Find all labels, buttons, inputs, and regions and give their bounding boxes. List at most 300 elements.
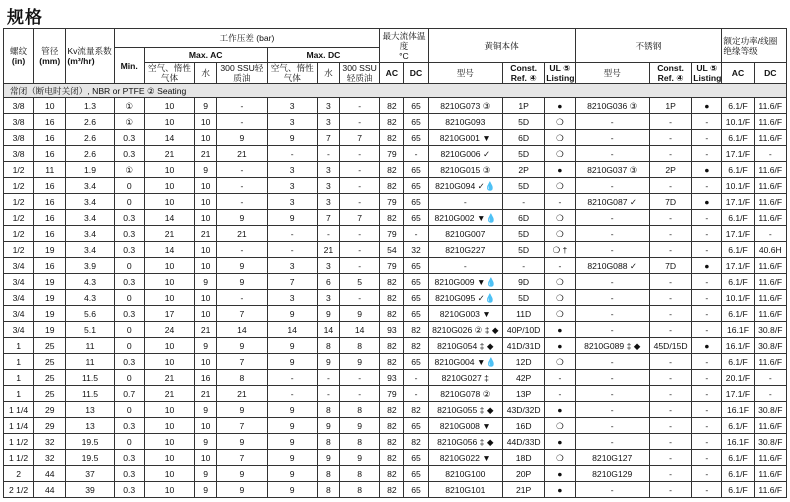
min-cell: 0.3 [114,418,144,434]
power-ac-cell: 10.1/F [722,114,754,130]
oil-ac-header: 300 SSU轻质油 [217,63,267,84]
oil-dc-header: 300 SSU轻质油 [339,63,379,84]
kv-cell: 13 [66,418,114,434]
power-ac-cell: 16.1F [722,322,754,338]
op-pressure-header: 工作压差 (bar) [114,29,380,48]
brass-catalog-cell: - [428,194,502,210]
air-dc-header: 空气、惰性气体 [267,63,317,84]
temp-dc-cell: 82 [404,322,428,338]
table-row [4,98,787,114]
air-ac-cell: 21 [144,146,194,162]
air-dc-cell: 9 [267,434,317,450]
catalog-header: 型号 [428,63,502,84]
ul-listing-cell: ● [545,98,575,114]
orifice-cell: 25 [34,354,66,370]
air-ac-cell: 10 [144,290,194,306]
power-ac-cell: 6.1/F [722,418,754,434]
min-cell: 0.3 [114,306,144,322]
thread-cell: 3/8 [4,114,34,130]
power-ac-cell: 10.1/F [722,290,754,306]
ul-listing-cell: ● [545,402,575,418]
temp-dc-cell: 65 [404,162,428,178]
ss-ul-listing-cell: - [692,274,722,290]
const-ref-cell: 43D/32D [503,402,545,418]
ul-listing-cell: ❍ [545,450,575,466]
temp-dc-cell: 65 [404,194,428,210]
water-dc-cell: 14 [317,322,339,338]
temp-ac-cell: 82 [380,114,404,130]
ss-const-ref-cell: - [649,322,691,338]
brass-catalog-cell: 8210G094 ✓💧 [428,178,502,194]
oil-ac-cell: 14 [217,322,267,338]
temp-ac-cell: 79 [380,194,404,210]
oil-dc-cell: 8 [339,482,379,498]
water-dc-cell: 9 [317,354,339,370]
ss-catalog-cell: - [575,322,649,338]
ss-catalog-cell: - [575,306,649,322]
water-ac-cell: 10 [195,450,217,466]
table-row [4,402,787,418]
temp-dc-cell: 65 [404,258,428,274]
max-temp-header: 最大流体温度 °C [380,29,428,63]
ul-listing-cell: - [545,386,575,402]
orifice-cell: 19 [34,322,66,338]
kv-cell: 39 [66,482,114,498]
air-dc-cell: 3 [267,194,317,210]
water-dc-cell: 3 [317,162,339,178]
power-dc-header: DC [754,63,786,84]
oil-dc-cell: 8 [339,434,379,450]
water-dc-cell: 3 [317,178,339,194]
ul-listing-cell: ❍ [545,178,575,194]
temp-ac-cell: 79 [380,258,404,274]
brass-header: 黄铜本体 [428,29,575,63]
ss-catalog-cell: 8210G088 ✓ [575,258,649,274]
kv-cell: 3.4 [66,210,114,226]
ss-const-ref-header: Const. Ref. ④ [649,63,691,84]
kv-cell: 3.9 [66,258,114,274]
oil-dc-cell: 9 [339,354,379,370]
brass-catalog-cell: 8210G073 ③ [428,98,502,114]
thread-cell: 1/2 [4,194,34,210]
ss-ul-listing-cell: - [692,306,722,322]
oil-dc-cell: - [339,258,379,274]
oil-dc-cell: - [339,226,379,242]
water-dc-cell: 9 [317,418,339,434]
table-row [4,162,787,178]
table-row [4,338,787,354]
const-ref-cell: 21P [503,482,545,498]
water-dc-cell: 3 [317,290,339,306]
orifice-cell: 44 [34,482,66,498]
water-dc-cell: 8 [317,434,339,450]
oil-ac-cell: 9 [217,210,267,226]
oil-ac-cell: 9 [217,402,267,418]
air-ac-cell: 10 [144,418,194,434]
water-dc-cell: 8 [317,482,339,498]
temp-ac-cell: 79 [380,146,404,162]
water-dc-cell: - [317,370,339,386]
ul-listing-cell: ❍ [545,114,575,130]
air-ac-cell: 10 [144,434,194,450]
const-ref-cell: 1P [503,98,545,114]
thread-cell: 1/2 [4,242,34,258]
brass-catalog-cell: 8210G002 ▼💧 [428,210,502,226]
ss-catalog-cell: - [575,418,649,434]
ul-listing-cell: - [545,258,575,274]
ss-ul-listing-cell: - [692,482,722,498]
oil-ac-cell: 21 [217,386,267,402]
spec-table [3,28,787,498]
thread-cell: 1 [4,370,34,386]
min-cell: ① [114,114,144,130]
kv-cell: 1.9 [66,162,114,178]
temp-ac-cell: 82 [380,434,404,450]
ss-ul-listing-cell: - [692,178,722,194]
const-ref-cell: 2P [503,162,545,178]
power-dc-cell: - [754,146,786,162]
oil-ac-cell: 9 [217,338,267,354]
kv-cell: 3.4 [66,194,114,210]
thread-cell: 1 1/4 [4,402,34,418]
air-dc-cell: 9 [267,210,317,226]
temp-ac-cell: 54 [380,242,404,258]
brass-catalog-cell: 8210G227 [428,242,502,258]
temp-ac-cell: 79 [380,226,404,242]
ss-const-ref-cell: - [649,242,691,258]
temp-dc-cell: - [404,226,428,242]
water-dc-cell: 8 [317,466,339,482]
air-dc-cell: 3 [267,162,317,178]
water-dc-cell: 8 [317,402,339,418]
temp-ac-cell: 93 [380,370,404,386]
thread-cell: 3/4 [4,290,34,306]
temp-dc-cell: 65 [404,210,428,226]
power-ac-cell: 6.1/F [722,130,754,146]
power-ac-cell: 17.1/F [722,258,754,274]
brass-catalog-cell: 8210G027 ‡ [428,370,502,386]
kv-cell: 4.3 [66,290,114,306]
min-cell: ① [114,98,144,114]
power-ac-cell: 6.1/F [722,354,754,370]
air-dc-cell: 9 [267,338,317,354]
ss-catalog-cell: 8210G087 ✓ [575,194,649,210]
min-cell: 0 [114,290,144,306]
orifice-header: 管径 (mm) [34,29,66,84]
air-ac-cell: 10 [144,98,194,114]
oil-dc-cell: - [339,162,379,178]
air-dc-cell: 9 [267,418,317,434]
oil-dc-cell: 8 [339,338,379,354]
const-ref-cell: - [503,258,545,274]
orifice-cell: 11 [34,162,66,178]
oil-ac-cell: 9 [217,258,267,274]
ss-catalog-cell: 8210G127 [575,450,649,466]
ss-ul-listing-cell: - [692,290,722,306]
air-ac-cell: 24 [144,322,194,338]
power-ac-cell: 6.1/F [722,482,754,498]
const-ref-cell: 42P [503,370,545,386]
power-dc-cell: - [754,226,786,242]
temp-ac-cell: 82 [380,290,404,306]
power-ac-cell: 6.1/F [722,210,754,226]
oil-dc-cell: - [339,242,379,258]
water-ac-cell: 9 [195,274,217,290]
power-dc-cell: 11.6/F [754,258,786,274]
air-ac-cell: 10 [144,258,194,274]
ss-ul-listing-cell: ● [692,258,722,274]
air-dc-cell: 14 [267,322,317,338]
water-ac-cell: 21 [195,322,217,338]
orifice-cell: 16 [34,226,66,242]
water-ac-cell: 9 [195,162,217,178]
max-dc-header: Max. DC [267,48,380,63]
air-dc-cell: 9 [267,402,317,418]
ss-ul-listing-cell: - [692,226,722,242]
temp-dc-cell: 65 [404,98,428,114]
air-ac-cell: 10 [144,178,194,194]
air-dc-cell: - [267,386,317,402]
temp-dc-cell: 65 [404,290,428,306]
air-dc-cell: 7 [267,274,317,290]
temp-dc-cell: 65 [404,130,428,146]
min-cell: 0 [114,370,144,386]
water-ac-cell: 9 [195,482,217,498]
ss-catalog-cell: - [575,354,649,370]
power-dc-cell: 11.6/F [754,306,786,322]
temp-dc-cell: 65 [404,306,428,322]
orifice-cell: 19 [34,290,66,306]
ul-listing-cell: ❍ [545,274,575,290]
power-dc-cell: 11.6/F [754,290,786,306]
air-dc-cell: 3 [267,258,317,274]
temp-ac-cell: 82 [380,482,404,498]
power-dc-cell: 11.6/F [754,354,786,370]
const-ref-cell: - [503,194,545,210]
table-row [4,466,787,482]
min-cell: 0 [114,194,144,210]
oil-ac-cell: - [217,178,267,194]
power-ac-cell: 16.1F [722,434,754,450]
min-cell: 0.3 [114,130,144,146]
ss-catalog-cell: - [575,226,649,242]
oil-dc-cell: - [339,194,379,210]
table-row [4,290,787,306]
thread-cell: 1 1/2 [4,434,34,450]
power-ac-cell: 17.1/F [722,226,754,242]
water-ac-cell: 9 [195,466,217,482]
temp-ac-cell: 82 [380,162,404,178]
ss-ul-listing-cell: - [692,466,722,482]
thread-cell: 1 [4,386,34,402]
thread-cell: 3/8 [4,98,34,114]
temp-dc-cell: 82 [404,434,428,450]
orifice-cell: 16 [34,210,66,226]
const-ref-cell: 6D [503,210,545,226]
thread-cell: 1/2 [4,226,34,242]
water-dc-cell: 21 [317,242,339,258]
brass-catalog-cell: 8210G006 ✓ [428,146,502,162]
page-title: 规格 [7,8,43,27]
oil-ac-cell: 8 [217,370,267,386]
oil-ac-cell: 9 [217,130,267,146]
thread-cell: 1/2 [4,162,34,178]
ss-catalog-cell: - [575,370,649,386]
ss-catalog-cell: - [575,434,649,450]
ss-ul-listing-cell: - [692,450,722,466]
oil-dc-cell: 7 [339,210,379,226]
min-cell: 0 [114,322,144,338]
table-row [4,258,787,274]
min-cell: 0.3 [114,274,144,290]
orifice-cell: 16 [34,178,66,194]
ul-listing-cell: ❍ [545,130,575,146]
air-dc-cell: 3 [267,290,317,306]
orifice-cell: 25 [34,338,66,354]
table-row [4,322,787,338]
power-dc-cell: 11.6/F [754,274,786,290]
min-cell: 0.3 [114,226,144,242]
temp-ac-cell: 82 [380,354,404,370]
orifice-cell: 32 [34,450,66,466]
table-row [4,114,787,130]
water-ac-cell: 9 [195,98,217,114]
table-row [4,146,787,162]
ss-catalog-header: 型号 [575,63,649,84]
water-ac-cell: 10 [195,178,217,194]
water-ac-header: 水 [195,63,217,84]
table-row [4,194,787,210]
oil-ac-cell: 9 [217,274,267,290]
ul-listing-cell: ● [545,162,575,178]
oil-ac-cell: 7 [217,418,267,434]
orifice-cell: 29 [34,402,66,418]
ss-const-ref-cell: 2P [649,162,691,178]
power-dc-cell: 11.6/F [754,162,786,178]
power-ac-cell: 17.1/F [722,386,754,402]
air-dc-cell: - [267,370,317,386]
air-ac-cell: 21 [144,370,194,386]
const-ref-cell: 20P [503,466,545,482]
power-header: 额定功率/线圈绝缘等级 [722,29,787,63]
kv-header: Kv流量系数 (m³/hr) [66,29,114,84]
orifice-cell: 44 [34,466,66,482]
oil-dc-cell: - [339,98,379,114]
oil-ac-cell: 9 [217,466,267,482]
brass-catalog-cell: - [428,258,502,274]
kv-cell: 5.1 [66,322,114,338]
min-cell: 0.3 [114,354,144,370]
brass-catalog-cell: 8210G026 ② ‡ ◆ [428,322,502,338]
temp-dc-cell: 65 [404,114,428,130]
air-dc-cell: 9 [267,130,317,146]
brass-catalog-cell: 8210G078 ② [428,386,502,402]
table-row [4,226,787,242]
power-ac-header: AC [722,63,754,84]
min-header: Min. [114,48,144,84]
kv-cell: 3.4 [66,226,114,242]
ss-const-ref-cell: - [649,290,691,306]
power-dc-cell: 11.6/F [754,178,786,194]
ss-const-ref-cell: - [649,402,691,418]
brass-catalog-cell: 8210G101 [428,482,502,498]
kv-cell: 11.5 [66,386,114,402]
ss-const-ref-cell: - [649,466,691,482]
power-dc-cell: 11.6/F [754,130,786,146]
const-ref-header: Const. Ref. ④ [503,63,545,84]
kv-cell: 19.5 [66,450,114,466]
air-ac-cell: 10 [144,194,194,210]
ul-listing-cell: ● [545,482,575,498]
kv-cell: 3.4 [66,242,114,258]
ss-const-ref-cell: - [649,130,691,146]
kv-cell: 11.5 [66,370,114,386]
thread-cell: 2 [4,466,34,482]
brass-catalog-cell: 8210G015 ③ [428,162,502,178]
oil-dc-cell: 9 [339,306,379,322]
brass-catalog-cell: 8210G008 ▼ [428,418,502,434]
table-row [4,274,787,290]
min-cell: 0 [114,178,144,194]
brass-catalog-cell: 8210G009 ▼💧 [428,274,502,290]
oil-ac-cell: - [217,162,267,178]
water-ac-cell: 9 [195,402,217,418]
oil-ac-cell: - [217,290,267,306]
water-ac-cell: 10 [195,354,217,370]
oil-ac-cell: 9 [217,434,267,450]
oil-dc-cell: 9 [339,450,379,466]
ss-const-ref-cell: - [649,178,691,194]
power-dc-cell: - [754,386,786,402]
ss-const-ref-cell: - [649,274,691,290]
orifice-cell: 16 [34,194,66,210]
water-ac-cell: 10 [195,258,217,274]
ss-ul-listing-cell: - [692,386,722,402]
thread-header: 螺纹 (in) [4,29,34,84]
oil-dc-cell: 5 [339,274,379,290]
thread-cell: 3/8 [4,146,34,162]
temp-ac-cell: 82 [380,210,404,226]
power-ac-cell: 16.1F [722,402,754,418]
oil-ac-cell: 21 [217,146,267,162]
water-dc-cell: - [317,226,339,242]
oil-dc-cell: 8 [339,466,379,482]
oil-dc-cell: 7 [339,130,379,146]
min-cell: 0.3 [114,242,144,258]
temp-dc-cell: 65 [404,450,428,466]
thread-cell: 3/8 [4,130,34,146]
const-ref-cell: 9D [503,274,545,290]
water-ac-cell: 10 [195,306,217,322]
ss-ul-listing-cell: - [692,354,722,370]
table-row [4,370,787,386]
const-ref-cell: 40P/10D [503,322,545,338]
ss-const-ref-cell: - [649,386,691,402]
power-ac-cell: 6.1/F [722,162,754,178]
temp-ac-cell: 93 [380,322,404,338]
kv-cell: 37 [66,466,114,482]
ss-catalog-cell: 8210G036 ③ [575,98,649,114]
ul-listing-cell: ❍ † [545,242,575,258]
power-dc-cell: 30.8/F [754,434,786,450]
ss-const-ref-cell: 7D [649,258,691,274]
min-cell: 0.3 [114,450,144,466]
orifice-cell: 19 [34,242,66,258]
kv-cell: 2.6 [66,146,114,162]
min-cell: 0 [114,434,144,450]
table-row [4,386,787,402]
temp-ac-cell: 79 [380,386,404,402]
